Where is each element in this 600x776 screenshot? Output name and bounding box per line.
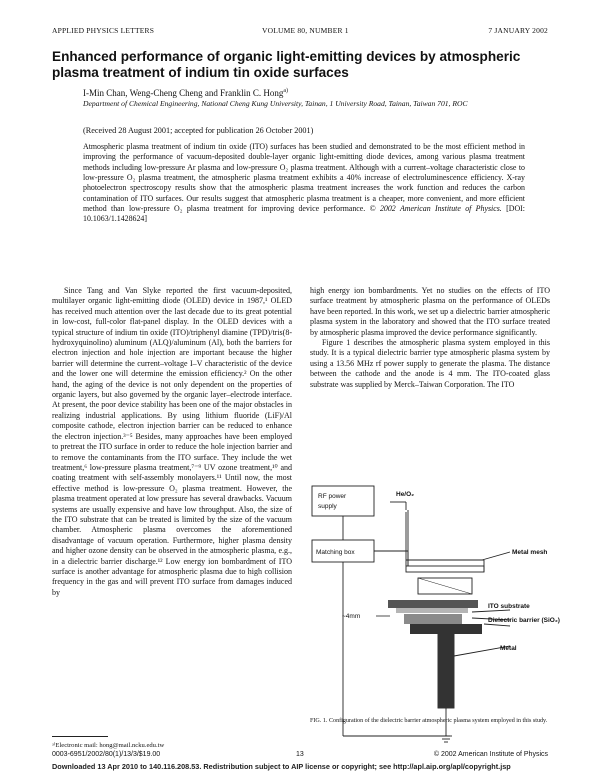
authors <box>83 88 288 98</box>
label-metal-mesh: Metal mesh <box>512 549 548 556</box>
label-dielectric: Dielectric barrier (SiO₂) <box>488 617 560 624</box>
ito-substrate <box>396 608 468 613</box>
received-dates: (Received 28 August 2001; accepted for publication 26 October 2001) <box>83 126 314 135</box>
footnote: ᵃ⁾Electronic mail: hong@mail.ncku.edu.tw <box>52 742 165 749</box>
label-metal: Metal <box>500 645 517 652</box>
body-column-left <box>52 286 292 598</box>
journal-name: APPLIED PHYSICS LETTERS <box>52 26 155 35</box>
metal-post <box>438 634 454 708</box>
author-footnote-mark: a) <box>283 88 289 94</box>
abstract <box>83 142 525 225</box>
dielectric-barrier <box>404 614 462 624</box>
metal-mesh <box>388 600 478 608</box>
affiliation: Department of Chemical Engineering, National Cheng Kung University, Tainan, 1 University Road, Tainan, Taiwan 701, ROC <box>83 99 468 108</box>
metal-electrode <box>410 624 482 634</box>
body-paragraph: Since Tang and Van Slyke reported the first vacuum-deposited, multilayer organic light-emitting diode (OLED) device in 1987,¹ OLED has received much attention over the last decade due to its great potential in low-cost, full-color flat-panel display. In the OLED devices with a typical structure of indium tin oxide (ITO)/triphenyl diamine (TPD)/tris(8-hydroxyquinolino) aluminum (ALQ)/aluminum (Al), both the barriers for electron injection and hole injection are important because the higher barrier will determine the current–voltage I–V characteristic of the device and the lower one will determine the emission efficiency.² On the other hand, the aging of the device is not only dependent on the properties of organic layers, but also governed by the organic layer–electrode interface. At present, the poor device stability has been one of the major obstacles in realizing industrial applications. By using lithium fluoride (LiF)/Al composite cathode, electron injection barrier can be reduced to enhance the electron injection.³⁻⁵ Besides, many approaches have been employed to pretreat the ITO surface in order to reduce the hole injection barrier and to remove the contaminants from the ITO surface. They include the wet treatment,⁶ low-pressure plasma treatment,⁷⁻⁹ UV ozone treatment,¹⁰ and coating treatment with self-assembly monolayers.¹¹ Until now, the most effective method is low-pressure O₂ plasma treatment. However, the plasma treatment operated at low pressure has several drawbacks. Vacuum systems are usually expensive and have low throughput. Also, the size of the ITO substrate that can be treated is limited by the size of the vacuum chamber. Atmospheric plasma overcomes the aforementioned disadvantage of vacuum operation. Furthermore, higher plasma density and higher ozone density can be observed in the atmospheric plasma, e.g., in a dielectric barrier discharge.¹² Low energy ion bombardment of ITO surface is another advantage for atmospheric plasma due to high collision frequency in the gas and will prevent ITO surface from damages induced by <box>52 286 292 597</box>
abstract-text: Atmospheric plasma treatment of indium tin oxide (ITO) surfaces has been studied and demonstrated to be the most efficient method in improving the performance of vacuum-deposited double-layer organic light-emitting diode devices, among various plasma treatment methods including low-pressure Ar plasma and low-pressure O₂ plasma treatment. Although with a current–voltage characteristic close to low-pressure O₂ plasma treatment, the atmospheric plasma treatment exhibits a 40% increase of electroluminescence efficiency. X-ray photoelectron spectroscopy results show that the atmospheric plasma treatment increases the work function and reduces the carbon contamination of ITO surfaces. Our results suggest that atmospheric plasma treatment is a cheaper, more convenient, and more efficient method than low-pressure O₂ plasma treatment for improving device performance. <box>83 142 525 214</box>
label-gap: ~4mm <box>342 613 361 620</box>
label-ito-substrate: ITO substrate <box>488 603 530 610</box>
rf-power-box <box>312 486 374 516</box>
label-matching-box: Matching box <box>316 549 355 556</box>
download-notice: Downloaded 13 Apr 2010 to 140.116.208.53. Redistribution subject to AIP license or copyright; see http://apl.aip.org/apl/copyright.jsp <box>52 762 511 771</box>
paper-title: Enhanced performance of organic light-emitting devices by atmospheric plasma treatment of indium tin oxide surfaces <box>52 49 521 80</box>
author-names: I-Min Chan, Weng-Cheng Cheng and Franklin C. Hong <box>83 88 284 98</box>
label-supply: supply <box>318 503 337 510</box>
label-gas: He/O₂ <box>396 491 415 498</box>
page-number: 13 <box>296 751 304 758</box>
label-rf-power: RF power <box>318 493 347 500</box>
doi: [DOI: 10.1063/1.1428624] <box>83 204 525 224</box>
body-paragraph: Figure 1 describes the atmospheric plasma system employed in this study. It is a typical dielectric barrier type atmospheric plasma system by using a 13.56 MHz rf power supply to generate the plasma. The distance between the cathode and the anode is 4 mm. The ITO-coated glass substrate was supplied by Merck–Taiwan Corporation. The ITO <box>310 338 550 389</box>
abstract-copyright: © 2002 American Institute of Physics. <box>369 204 502 214</box>
body-paragraph: high energy ion bombardments. Yet no studies on the effects of ITO surface treatment by atmospheric plasma on the performance of OLEDs have been reported. In this work, we set up a dielectric barrier atmospheric plasma system in the laboratory and showed that the ITO surface treated by atmospheric plasma improved the device performance significantly. <box>310 286 550 337</box>
footer-issn: 0003-6951/2002/80(1)/13/3/$19.00 <box>52 751 161 758</box>
issue-date: 7 JANUARY 2002 <box>488 26 548 35</box>
body-column-right <box>310 286 550 390</box>
footnote-rule <box>52 736 108 737</box>
footer-copyright: © 2002 American Institute of Physics <box>433 751 548 758</box>
figure-caption: FIG. 1. Configuration of the dielectric barrier atmospheric plasma system employed in this study. <box>310 718 548 724</box>
volume-number: VOLUME 80, NUMBER 1 <box>262 26 349 35</box>
